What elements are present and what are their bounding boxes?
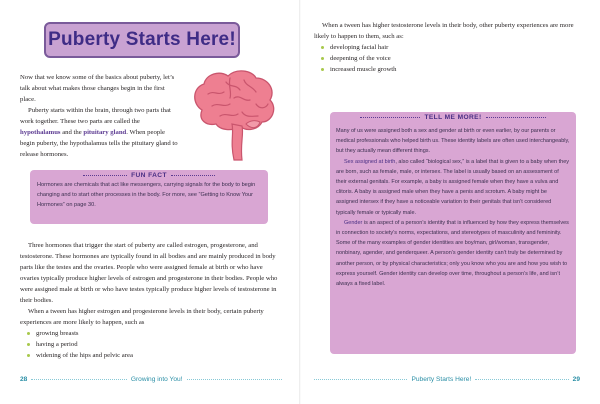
estrogen-paragraph: When a tween has higher estrogen and progesterone levels in their body, certain puberty experiences are more likely to happen, such as [20,308,264,326]
term-sex-assigned-at-birth: Sex assigned at birth [344,158,396,165]
dotted-rule [187,379,282,380]
fun-fact-heading [30,172,268,179]
chapter-title: Puberty Starts Here! [48,29,236,50]
gender-paragraph: Gender is an aspect of a person’s identity that is influenced by how they express themselves in connection to society’s norms, expectations, and stereotypes of masculinity and femininity. Some of the many examples of gender identities are boy/man, girl/woman, transgender, nonbinary, agender, and genderqueer. A person’s gender identity can’t truly be determined by another person, or by physical characteristics; only you know who you are and how you wish to express yourself. Gender identity can develop over time, throughout a person’s life, and isn’t always a fixed label. [336,219,569,288]
term-pituitary-gland: pituitary gland [83,129,127,136]
fun-fact-text: Hormones are chemicals that act like messengers, carrying signals for the body to begin changing and to start other processes in the body. For more, see “Getting to Know Your Hormones” on page 30. [37,182,256,208]
intro-paragraph-2: Puberty starts within the brain, through two parts that work together. These two parts are called the hypothalamus and the pituitary gland. When people begin puberty, the hypothalamus tells the pituitary gland to release hormones. [20,107,178,158]
estrogen-bullet-list [30,328,282,361]
term-gender: Gender [344,219,363,226]
testosterone-paragraph: When a tween has higher testosterone levels in their body, other puberty experiences are more likely to happen to them, such as: [314,22,574,40]
dotted-rule [486,117,546,118]
testosterone-text [314,20,582,75]
dotted-rule [31,379,126,380]
brain-illustration [186,64,278,164]
intro-text [20,72,178,160]
running-head-left: Growing into You! [130,376,183,383]
list-item: widening of the hips and pelvic area [30,350,282,361]
sex-assigned-paragraph: Sex assigned at birth, also called “biological sex,” is a label that is given to a baby when they are born, such as female, male, or intersex. The label is usually based on an assessment of their external genitals. For example, a baby is assigned female when they have a vulva and clitoris. A baby is assigned male when they have a penis and scrotum. A baby might be assigned intersex if they have a noticeable variation to their genitals that isn’t considered typically female or typically male. [336,158,570,216]
fun-fact-label: FUN FACT [131,172,167,179]
sex-gender-intro: Many of us were assigned both a sex and gender at birth or even earlier, by our parents or medical professionals who helped birth us. These identity labels are often used interchangeably, but they actually mean different things. [336,128,570,155]
right-footer [314,376,580,383]
list-item: growing breasts [30,328,282,339]
left-footer [20,376,282,383]
list-item: developing facial hair [324,42,582,53]
page-gutter [299,0,301,404]
dotted-rule [475,379,568,380]
running-head-right: Puberty Starts Here! [411,376,472,383]
list-item: deepening of the voice [324,53,582,64]
page-number-left: 28 [20,376,28,383]
testosterone-bullet-list [324,42,582,75]
dotted-rule [171,175,215,176]
dotted-rule [83,175,127,176]
dotted-rule [314,379,407,380]
hormones-text [20,240,282,361]
list-item: increased muscle growth [324,64,582,75]
tell-me-more-label: TELL ME MORE! [424,114,482,121]
page-number-right: 29 [572,376,581,383]
intro-paragraph-1: Now that we know some of the basics about puberty, let’s talk about what makes those changes begin in the first place. [20,74,175,103]
tell-me-more-box [330,112,576,354]
list-item: having a period [30,339,282,350]
fun-fact-box [30,170,268,224]
term-hypothalamus: hypothalamus [20,129,61,136]
tell-me-more-heading [330,114,576,121]
chapter-title-banner [44,22,240,58]
hormones-paragraph: Three hormones that trigger the start of puberty are called estrogen, progesterone, and testosterone. These hormones are typically found in all bodies and are mainly produced in body parts like the testes and the ovaries. People who were assigned female at birth or who have ovaries typically produce higher levels of estrogen and progesterone in their bodies. People who were assigned male at birth or who have testes typically produce higher levels of testosterone in their bodies. [20,242,278,304]
tell-me-more-text [336,126,570,289]
dotted-rule [360,117,420,118]
